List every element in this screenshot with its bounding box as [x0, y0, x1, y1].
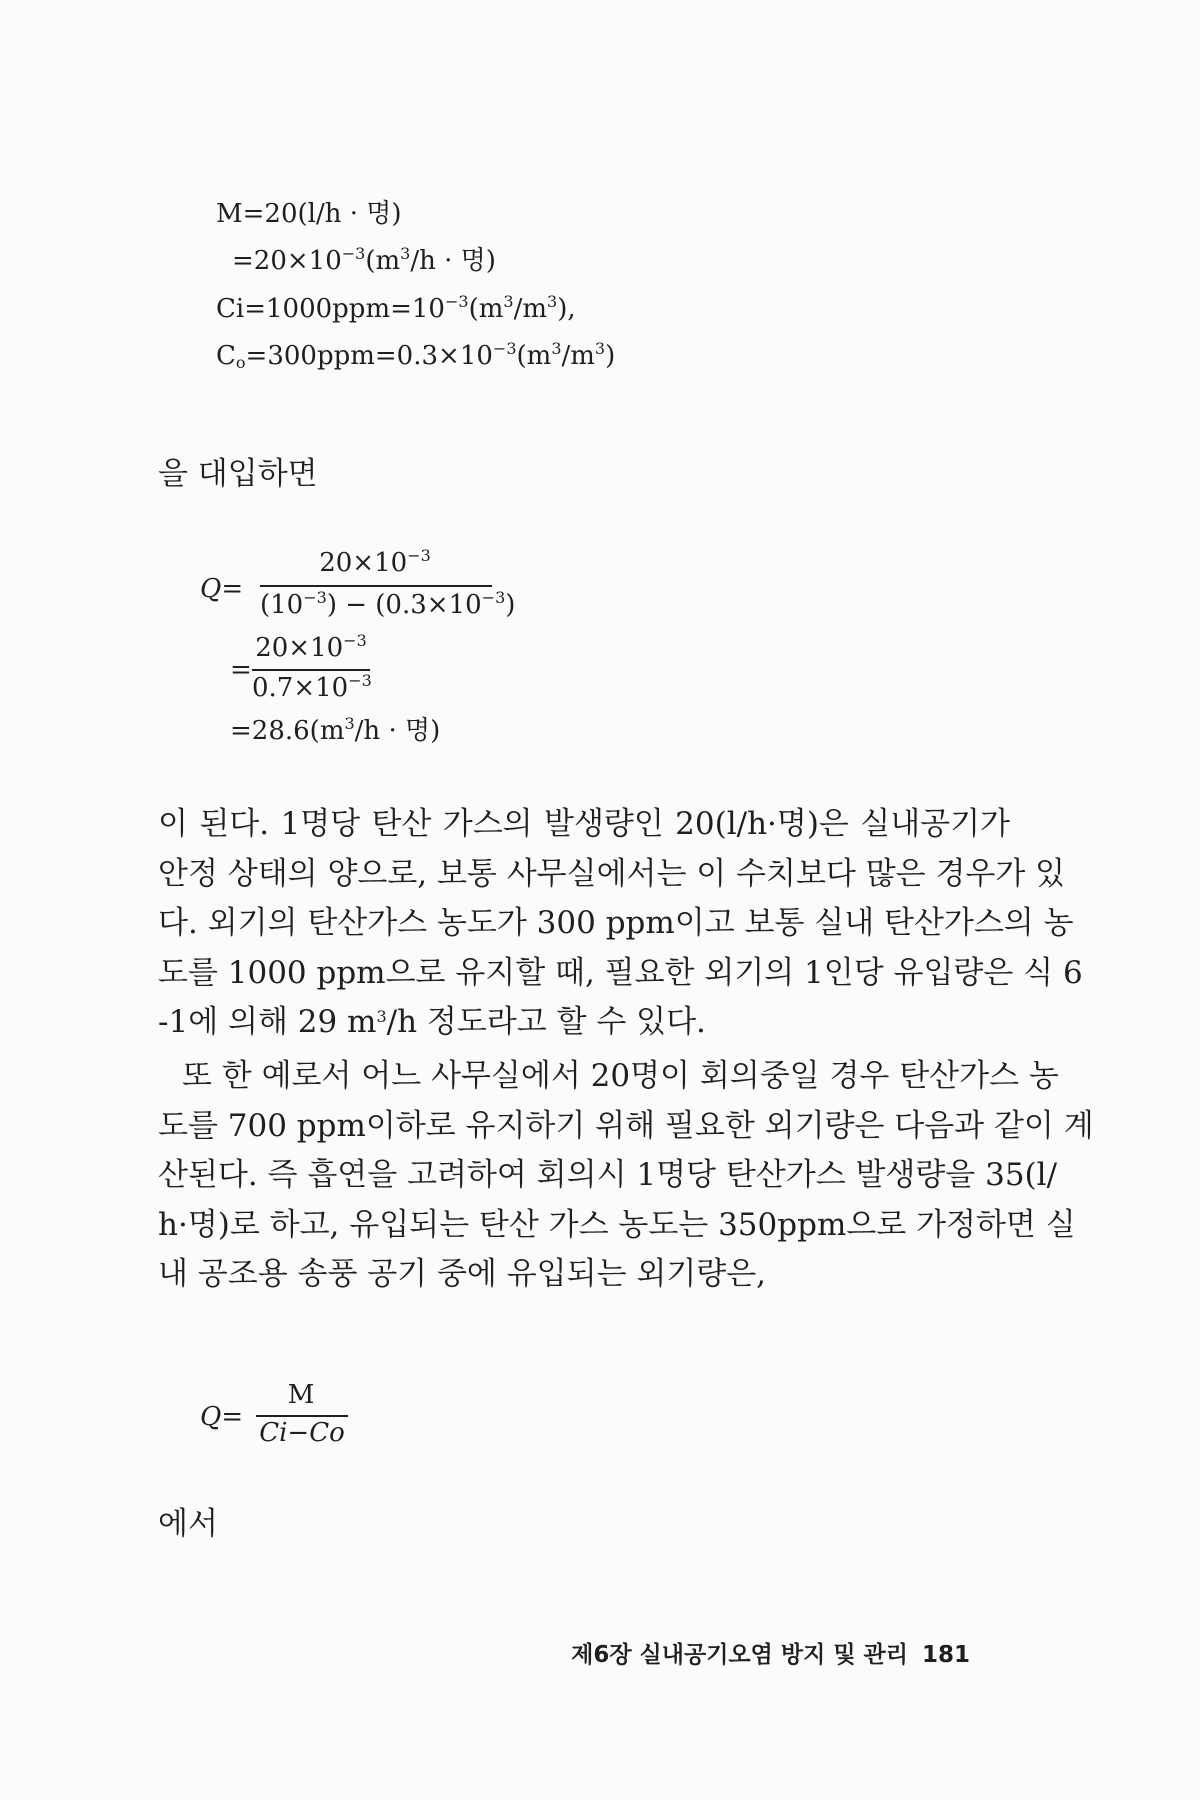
- page-number: 181: [921, 1642, 970, 1668]
- calc-fraction-2-numerator: $20\times 10^{-3}$: [255, 631, 367, 663]
- fraction-bar: [256, 1415, 348, 1417]
- given-line-ci: $Ci=1000ppm=10^{-3}(m^3/m^3)$,: [216, 292, 576, 324]
- calc-fraction-1-numerator: $20\times 10^{-3}$: [319, 546, 431, 578]
- given-line-co: $C_o=300ppm=0.3\times 10^{-3}(m^3/m^3)$: [216, 339, 616, 372]
- paragraph-line: 이 된다. 1명당 탄산 가스의 발생량인 20(l/h·명)은 실내공기가: [158, 806, 1010, 842]
- formula-fraction: Q= M Ci−Co: [200, 1380, 360, 1460]
- calc-fraction-2: = $20\times 10^{-3}$ $0.7\times 10^{-3}$: [230, 631, 372, 703]
- chapter-title: 제6장 실내공기오염 방지 및 관리: [571, 1642, 908, 1668]
- given-line-m-converted: $=20\times 10^{-3}(m^3/h$ · 명): [232, 244, 496, 276]
- paragraph-1: [158, 800, 1083, 1048]
- calc-fraction-1-denominator: $(10^{-3}) - (0.3\times 10^{-3})$: [260, 588, 516, 620]
- paragraph-line: -1에 의해 29 $m^3/h$ 정도라고 할 수 있다.: [158, 1004, 706, 1040]
- paragraph-line: 도를 1000 ppm으로 유지할 때, 필요한 외기의 1인당 유입량은 식 6: [158, 954, 1083, 991]
- page-footer: [557, 1636, 970, 1669]
- formula-numerator: M: [287, 1380, 315, 1410]
- paragraph-line: 안정 상태의 양으로, 보통 사무실에서는 이 수치보다 많은 경우가 있: [158, 855, 1066, 892]
- calc-fraction-1: Q= $20\times 10^{-3}$ $(10^{-3}) - (0.3\times 10^{-3})$: [200, 546, 516, 620]
- calc-result: $=28.6(m^3/h$ · 명): [230, 714, 441, 746]
- given-line-m: M=20(l/h · 명): [216, 199, 402, 229]
- paragraph-line: 도를 700 ppm이하로 유지하기 위해 필요한 외기량은 다음과 같이 계: [158, 1107, 1094, 1144]
- where-label: 에서: [158, 1506, 218, 1542]
- substitute-label: 을 대입하면: [158, 456, 318, 492]
- paragraph-line: 내 공조용 송풍 공기 중에 유입되는 외기량은,: [158, 1256, 767, 1292]
- paragraph-line: 다. 외기의 탄산가스 농도가 300 ppm이고 보통 실내 탄산가스의 농: [158, 905, 1074, 941]
- paragraph-2: [158, 1052, 1094, 1300]
- paragraph-line: h·명)로 하고, 유입되는 탄산 가스 농도는 350ppm으로 가정하면 실: [158, 1206, 1076, 1243]
- calc-fraction-2-denominator: $0.7\times 10^{-3}$: [252, 671, 372, 703]
- fraction-bar: [260, 585, 492, 587]
- paragraph-line: 산된다. 즉 흡연을 고려하여 회의시 1명당 탄산가스 발생량을 35(l/: [158, 1157, 1058, 1193]
- paragraph-line: 또 한 예로서 어느 사무실에서 20명이 회의중일 경우 탄산가스 농: [182, 1058, 1059, 1094]
- formula-denominator: Ci−Co: [259, 1418, 345, 1448]
